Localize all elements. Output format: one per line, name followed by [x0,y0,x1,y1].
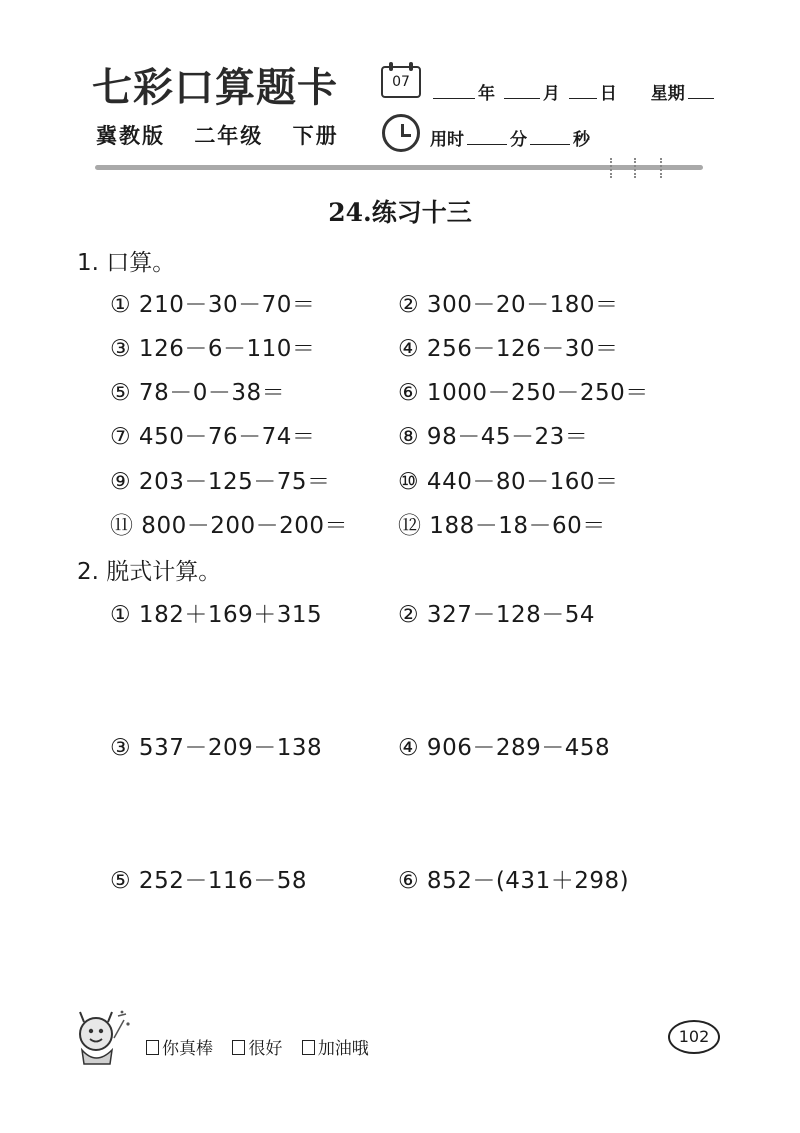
self-rating [146,1034,383,1059]
problem-2-3: ③ 537－209－138 [110,735,323,761]
checkbox-icon[interactable] [232,1040,245,1055]
weekday-label: 星期 [650,84,685,104]
calendar-day: 07 [392,74,410,90]
divider-ticks [608,158,668,182]
problem-1-4: ④ 256－126－30＝ [398,336,619,362]
problem-1-11: ⑪ 800－200－200＝ [110,513,349,539]
problem-1-10: ⑩ 440－80－160＝ [398,469,619,495]
edition-line [96,120,359,150]
problem-2-5: ⑤ 252－116－58 [110,868,307,894]
volume: 下册 [292,124,339,148]
problem-1-9: ⑨ 203－125－75＝ [110,469,331,495]
problem-1-12: ⑫ 188－18－60＝ [398,513,606,539]
problem-1-7: ⑦ 450－76－74＝ [110,424,316,450]
rating-option-keep-going[interactable]: 加油哦 [302,1039,369,1059]
problem-1-2: ② 300－20－180＝ [398,292,619,318]
year-label: 年 [478,84,495,104]
date-line [430,79,717,104]
day-label: 日 [599,84,617,104]
checkbox-icon[interactable] [302,1040,315,1055]
clock-icon [382,114,420,152]
problem-2-1: ① 182＋169＋315 [110,602,323,628]
rating-option-good[interactable]: 很好 [232,1039,282,1059]
edition: 冀教版 [96,124,165,148]
second-label: 秒 [573,130,590,150]
problem-1-6: ⑥ 1000－250－250＝ [398,380,649,406]
problem-1-1: ① 210－30－70＝ [110,292,316,318]
problem-1-5: ⑤ 78－0－38＝ [110,380,286,406]
rating-option-great[interactable]: 你真棒 [146,1039,213,1059]
problem-1-8: ⑧ 98－45－23＝ [398,424,589,450]
minute-label: 分 [510,130,527,150]
brand-title: 七彩口算题卡 [92,64,338,111]
mascot-illustration [66,1008,136,1068]
grade: 二年级 [194,124,264,148]
page-number: 102 [668,1020,720,1054]
checkbox-icon[interactable] [146,1040,159,1055]
page-title: 24.练习十三 [328,198,472,227]
problem-2-4: ④ 906－289－458 [398,735,611,761]
problem-2-6: ⑥ 852－(431＋298) [398,868,630,894]
problem-2-2: ② 327－128－54 [398,602,595,628]
calendar-icon [381,66,421,98]
problem-1-3: ③ 126－6－110＝ [110,336,316,362]
section2-heading: 2. 脱式计算。 [77,559,222,585]
time-used-label: 用时 [430,130,464,150]
section1-heading: 1. 口算。 [77,250,176,276]
time-line [430,125,590,150]
month-label: 月 [542,84,560,104]
